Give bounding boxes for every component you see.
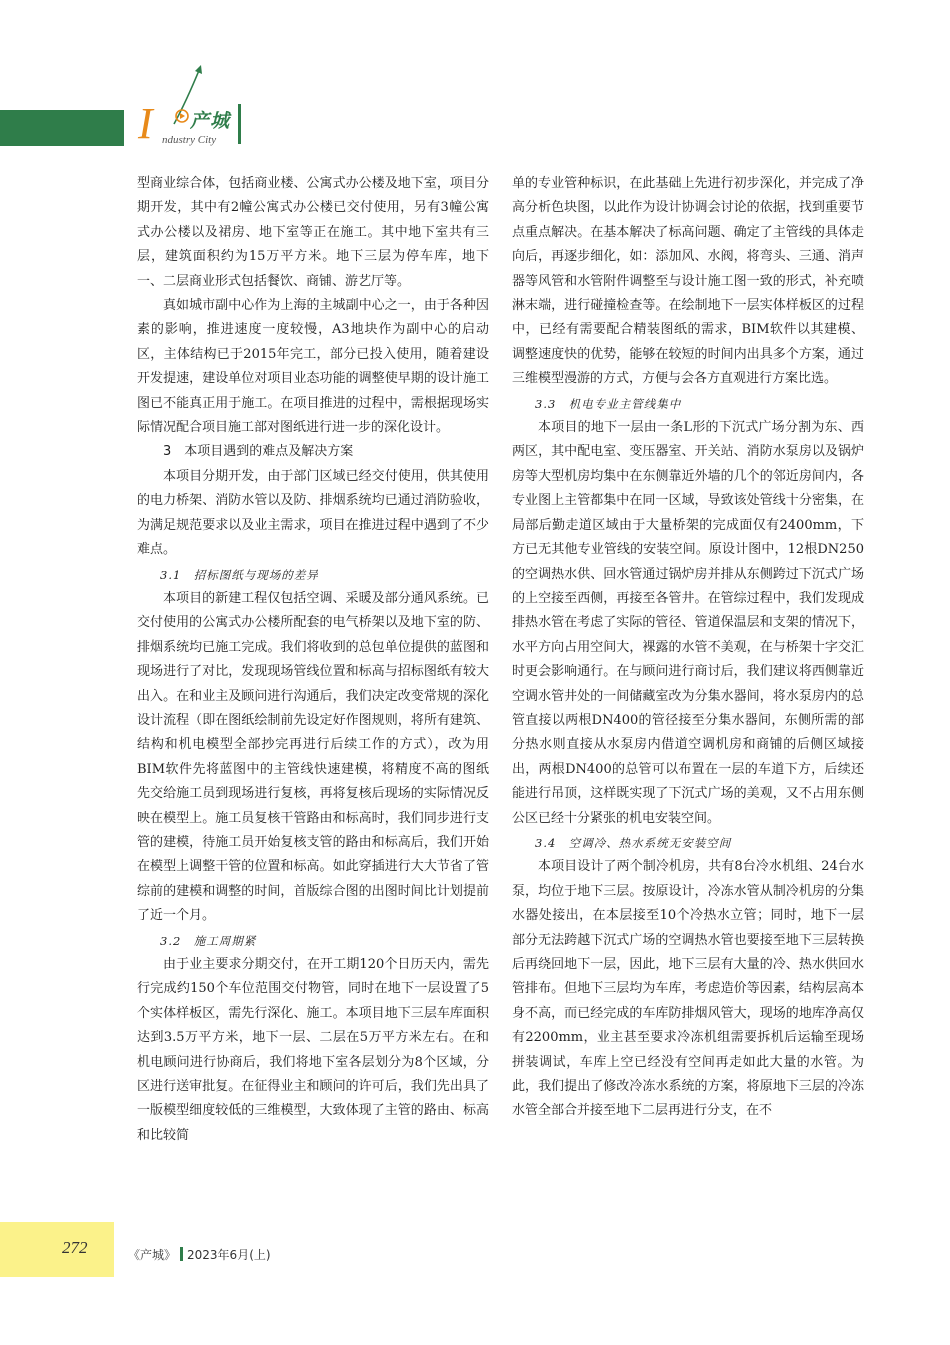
section-heading: 3 本项目遇到的难点及解决方案 (163, 444, 354, 460)
paragraph: 本项目的新建工程仅包括空调、采暖及部分通风系统。已交付使用的公寓式办公楼所配套的电气桥架以及地下室的防、排烟系统均已施工完成。我们将收到的总包单位提供的蓝图和现场进行了对比，发现现场管线位置和标高与招标图纸有较大出入。在和业主及顾问进行沟通后，我们决定改变常规的深化设计流程（即在图纸绘制前先设定好作图规则，将所有建筑、结构和机电模型全部抄完再进行后续工作的方式），改为用BIM软件先将蓝图中的主管线快速建模，将精度不高的图纸先交给施工员到现场进行复核，再将复核后现场的实际情况反映在模型上。施工员复核干管路由和标高时，我们同步进行支管的建模，待施工员开始复核支管的路由和标高后，我们开始在模型上调整干管的位置和标高。如此穿插进行大大节省了管综前的建模和调整的时间，首版综合图的出图时间比计划提前了近一个月。 (137, 590, 489, 924)
paragraph: 单的专业管种标识，在此基础上先进行初步深化，并完成了净高分析色块图，以此作为设计协调会讨论的依据，找到重要节点重点解决。在基本解决了标高问题、确定了主管线的具体走向后，再逐步细化，如：添加风、水阀，将弯头、三通、消声器等风管和水管附件调整至与设计施工图一致的形式，补充喷淋末端，进行碰撞检查等。在绘制地下一层实体样板区的过程中，已经有需要配合精装图纸的需求，BIM软件以其建模、调整速度快的优势，能够在较短的时间内出具多个方案，通过三维模型漫游的方式，方便与会各方直观进行方案比选。 (512, 176, 864, 387)
header-green-bar (0, 110, 124, 146)
subsection-heading: 3.1 招标图纸与现场的差异 (160, 567, 319, 582)
subsection-heading: 3.2 施工周期紧 (160, 933, 257, 948)
logo-chinese-title: 产城 (190, 110, 231, 132)
subsection-heading: 3.3 机电专业主管线集中 (535, 396, 682, 411)
left-column (137, 172, 489, 1148)
page-number: 272 (62, 1238, 88, 1257)
paragraph: 本项目设计了两个制冷机房，共有8台冷水机组、24台水泵，均位于地下三层。按原设计，冷冻水管从制冷机房的分集水器处接出，在本层接至10个冷热水立管；同时，地下一层部分无法跨越下沉式广场的空调热水管也要接至地下三层转换后再绕回地下一层，因此，地下三层有大量的冷、热水供回水管排布。但地下三层均为车库，考虑造价等因素，结构层高本身不高，而已经完成的车库防排烟风管大，现场的地库净高仅有2200mm，业主甚至要求冷冻机组需要拆机后运输至现场拼装调试，车库上空已经没有空间再走如此大量的水管。为此，我们提出了修改冷冻水系统的方案，将原地下三层的冷冻水管全部合并接至地下二层再进行分支，在不 (512, 859, 864, 1119)
subsection-heading: 3.4 空调冷、热水系统无安装空间 (535, 835, 732, 850)
paragraph: 真如城市副中心作为上海的主城副中心之一，由于各种因素的影响，推进速度一度较慢，A3地块作为副中心的启动区，主体结构已于2015年完工，部分已投入使用，随着建设开发提速，建设单位对项目业态功能的调整使早期的设计施工图已不能真正用于施工。在项目推进的过程中，需根据现场实际情况配合项目施工部对图纸进行进一步的深化设计。 (137, 298, 489, 436)
footer-journal-info (128, 1246, 271, 1263)
page-number-box (0, 1222, 114, 1277)
journal-name: 《产城》 (128, 1248, 177, 1262)
logo-english-title: ndustry City (162, 134, 217, 146)
footer-divider (180, 1247, 183, 1261)
right-column (512, 172, 864, 1124)
logo-initial: I (138, 99, 153, 148)
logo-divider (238, 104, 241, 144)
issue-date: 2023年6月(上) (187, 1248, 271, 1262)
paragraph: 本项目的地下一层由一条L形的下沉式广场分割为东、西两区，其中配电室、变压器室、开关站、消防水泵房以及锅炉房等大型机房均集中在东侧靠近外墙的几个的邻近房间内，各专业图上主管都集中在同一区域，导致该处管线十分密集，在局部后勤走道区域由于大量桥架的完成面仅有2400mm，下方已无其他专业管线的安装空间。原设计图中，12根DN250的空调热水供、回水管通过锅炉房并排从东侧跨过下沉式广场的上空接至西侧，再接至各管井。在管综过程中，我们发现成排热水管在考虑了实际的管径、管道保温层和支架的情况下，水平方向占用空间大，裸露的水管不美观，在与桥架十字交汇时更会影响通行。在与顾问进行商讨后，我们建议将西侧靠近空调水管井处的一间储藏室改为分集水器间，将水泵房内的总管直接以两根DN400的管径接至分集水器间，东侧所需的部分热水则直接从水泵房内借道空调机房和商铺的后侧区域接出，两根DN400的总管可以布置在一层的车道下方，后续还能进行吊顶，这样既实现了下沉式广场的美观，又不占用东侧公区已经十分紧张的机电安装空间。 (512, 420, 864, 826)
paragraph: 型商业综合体，包括商业楼、公寓式办公楼及地下室，项目分期开发，其中有2幢公寓式办公楼已交付使用，另有3幢公寓式办公楼以及裙房、地下室等正在施工。其中地下室共有三层，建筑面积约为15万平方米。地下三层为停车库，地下一、二层商业形式包括餐饮、商铺、游艺厅等。 (137, 176, 489, 289)
paragraph: 本项目分期开发，由于部门区域已经交付使用，供其使用的电力桥架、消防水管以及防、排烟系统均已通过消防验收，为满足规范要求以及业主需求，项目在推进过程中遇到了不少难点。 (137, 468, 489, 558)
paragraph: 由于业主要求分期交付，在开工期120个日历天内，需先行完成约150个车位范围交付物管，同时在地下一层设置了5个实体样板区，需先行深化、施工。本项目地下三层车库面积达到3.5万平方米，地下一层、二层在5万平方米左右。在和机电顾问进行协商后，我们将地下室各层划分为8个区域，分区进行送审批复。在征得业主和顾问的许可后，我们先出具了一版模型细度较低的三维模型，大致体现了主管的路由、标高和比较简 (137, 957, 489, 1143)
